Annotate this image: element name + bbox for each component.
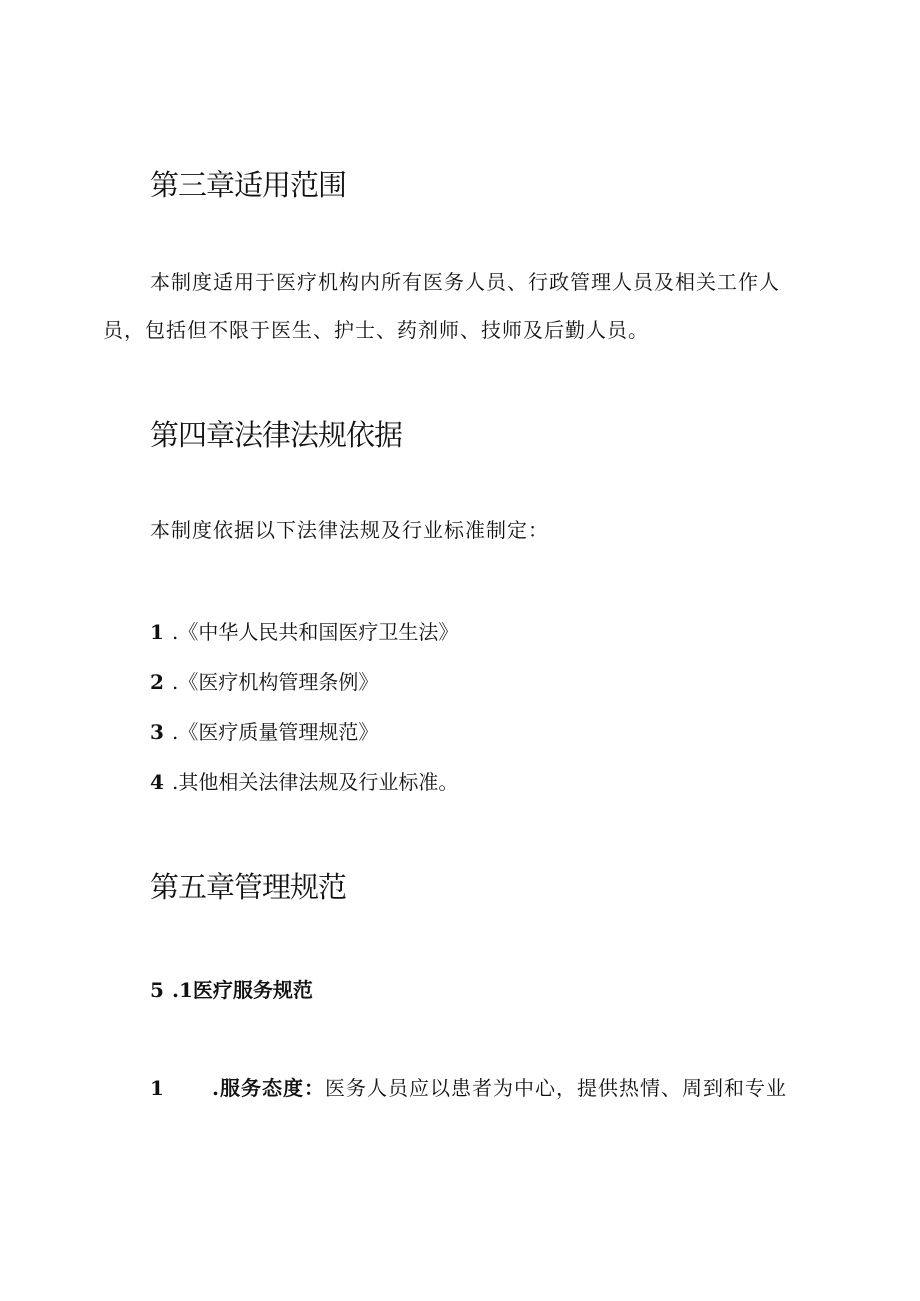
chapter3-paragraph-line2: 员，包括但不限于医生、护士、药剂师、技师及后勤人员。 (103, 318, 649, 342)
list-item (150, 668, 378, 696)
clause-term: .服务态度： (212, 1076, 325, 1100)
clause-text: 医务人员应以患者为中心，提供热情、周到和专业 (324, 1076, 787, 1100)
section-number: 5 (150, 978, 164, 1002)
list-item-text: .《医疗质量管理规范》 (172, 720, 379, 744)
list-item-number: 4 (150, 770, 164, 794)
clause-number: 1 (150, 1076, 165, 1100)
list-item-text: .《中华人民共和国医疗卫生法》 (172, 620, 459, 644)
section-heading (150, 976, 313, 1004)
list-item (150, 768, 458, 796)
list-item-number: 2 (150, 670, 164, 694)
list-item-text: .其他相关法律法规及行业标准。 (172, 770, 459, 794)
chapter3-paragraph-line1: 本制度适用于医疗机构内所有医务人员、行政管理人员及相关工作人 (150, 270, 780, 294)
section-title: .1医疗服务规范 (172, 978, 313, 1002)
list-item-number: 1 (150, 620, 164, 644)
list-item (150, 618, 458, 646)
chapter4-intro: 本制度依据以下法律法规及行业标准制定： (150, 518, 549, 542)
list-item-number: 3 (150, 720, 164, 744)
clause-item (150, 1074, 787, 1102)
list-item-text: .《医疗机构管理条例》 (172, 670, 379, 694)
chapter3-title: 第三章适用范围 (150, 168, 347, 202)
chapter4-title: 第四章法律法规依据 (150, 418, 403, 452)
list-item (150, 718, 378, 746)
chapter5-title: 第五章管理规范 (150, 870, 347, 904)
